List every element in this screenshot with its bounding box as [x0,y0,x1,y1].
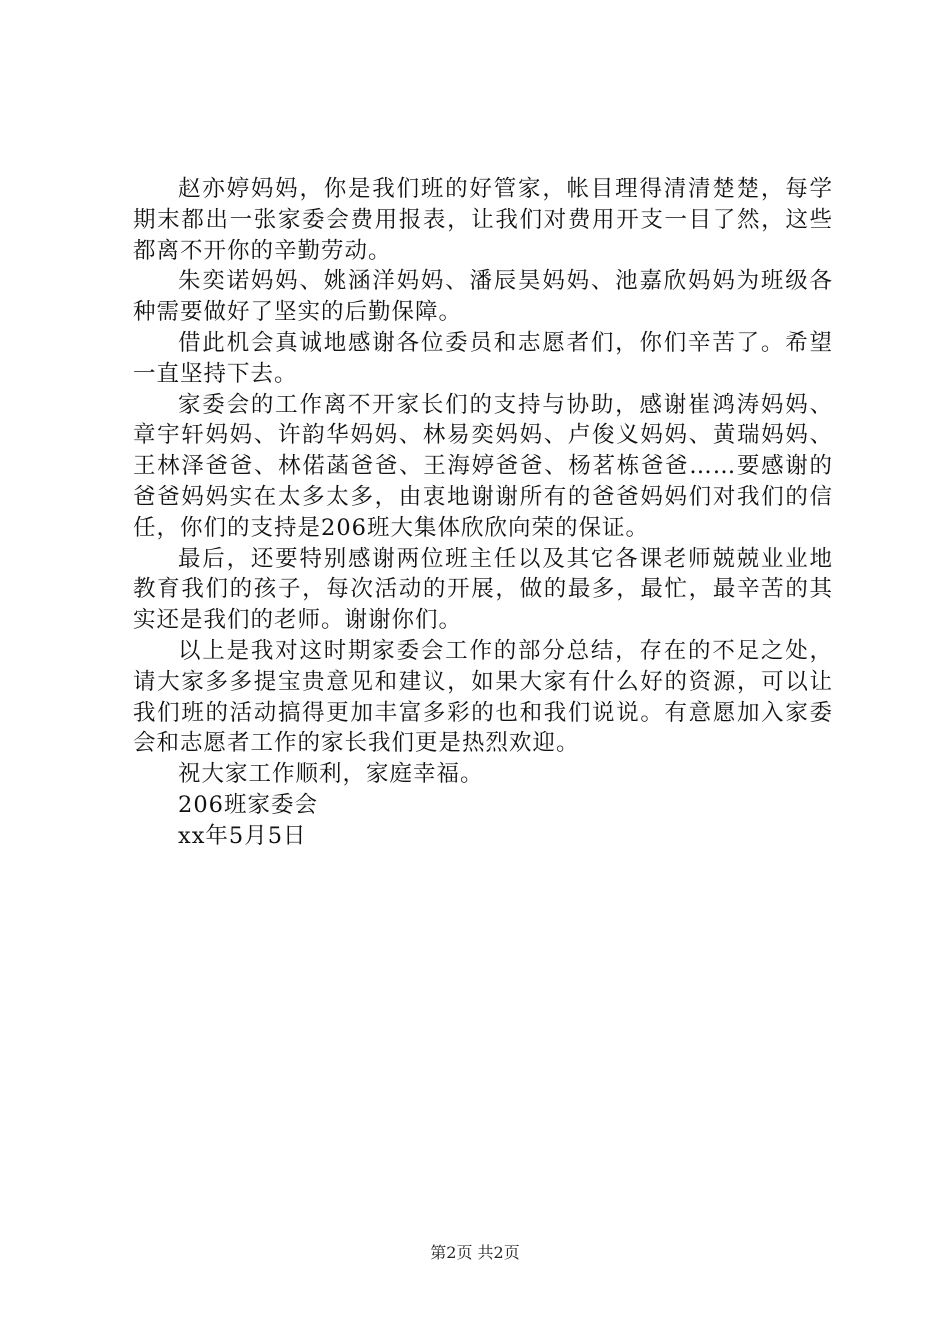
paragraph-parents-thanks: 家委会的工作离不开家长们的支持与协助，感谢崔鸿涛妈妈、章宇轩妈妈、许韵华妈妈、林易奕妈妈、卢俊义妈妈、黄瑞妈妈、王林泽爸爸、林偌菡爸爸、王海婷爸爸、杨茗栋爸爸……要感谢的爸爸妈妈实在太多太多，由衷地谢谢所有的爸爸妈妈们对我们的信任，你们的支持是206班大集体欣欣向荣的保证。 [133,391,833,541]
document-body [133,174,833,852]
paragraph-logistics-thanks: 朱奕诺妈妈、姚涵洋妈妈、潘辰昊妈妈、池嘉欣妈妈为班级各种需要做好了坚实的后勤保障。 [133,268,833,326]
closing-wishes: 祝大家工作顺利，家庭幸福。 [178,761,484,788]
signature: 206班家委会 [178,791,318,818]
page-footer [0,1243,950,1263]
page-number-label: 第2页 共2页 [430,1243,520,1262]
paragraph-summary: 以上是我对这时期家委会工作的部分总结，存在的不足之处，请大家多多提宝贵意见和建议，如果大家有什么好的资源，可以让我们班的活动搞得更加丰富多彩的也和我们说说。有意愿加入家委会和志愿者工作的家长我们更是热烈欢迎。 [133,637,833,757]
paragraph-treasurer-thanks: 赵亦婷妈妈，你是我们班的好管家，帐目理得清清楚楚，每学期末都出一张家委会费用报表，让我们对费用开支一目了然，这些都离不开你的辛勤劳动。 [133,176,833,264]
paragraph-teachers-thanks: 最后，还要特别感谢两位班主任以及其它各课老师兢兢业业地教育我们的孩子，每次活动的开展，做的最多，最忙，最辛苦的其实还是我们的老师。谢谢你们。 [133,545,833,634]
document-date: xx年5月5日 [178,822,307,849]
paragraph-volunteers-thanks: 借此机会真诚地感谢各位委员和志愿者们，你们辛苦了。希望一直坚持下去。 [133,329,833,387]
